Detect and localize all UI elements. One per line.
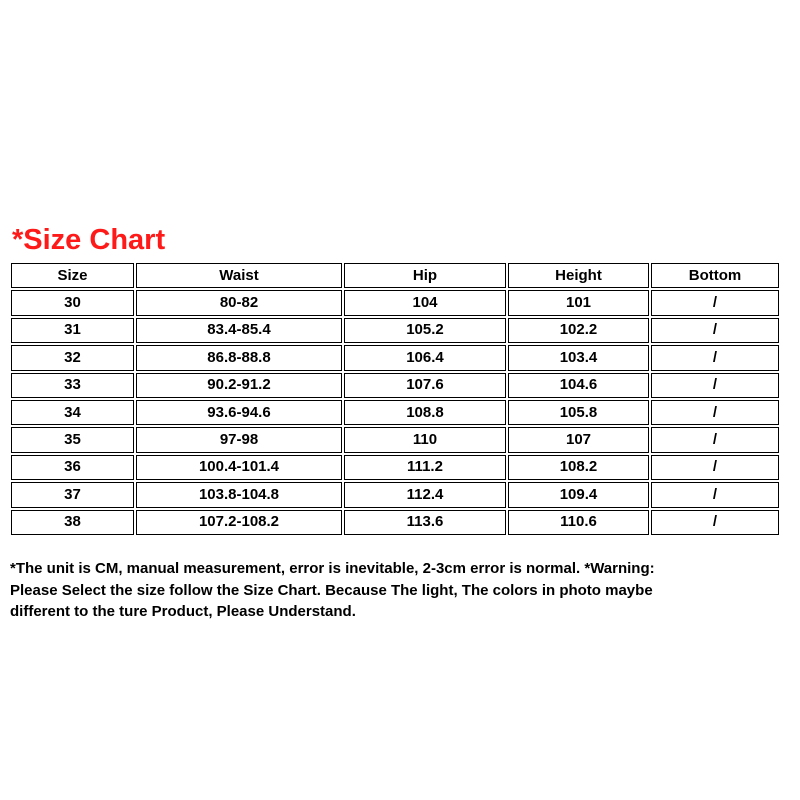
table-row — [11, 290, 779, 315]
cell-height: 107 — [508, 427, 649, 452]
cell-waist: 97-98 — [136, 427, 342, 452]
cell-hip: 108.8 — [344, 400, 506, 425]
cell-hip: 105.2 — [344, 318, 506, 343]
cell-bottom: / — [651, 510, 779, 535]
cell-hip: 112.4 — [344, 482, 506, 507]
header-size: Size — [11, 263, 134, 288]
table-row — [11, 318, 779, 343]
note-line-3: different to the ture Product, Please Understand. — [10, 603, 356, 620]
cell-hip: 106.4 — [344, 345, 506, 370]
cell-size: 31 — [11, 318, 134, 343]
cell-size: 30 — [11, 290, 134, 315]
cell-bottom: / — [651, 373, 779, 398]
cell-waist: 86.8-88.8 — [136, 345, 342, 370]
cell-waist: 103.8-104.8 — [136, 482, 342, 507]
cell-bottom: / — [651, 290, 779, 315]
cell-bottom: / — [651, 345, 779, 370]
cell-size: 38 — [11, 510, 134, 535]
cell-height: 102.2 — [508, 318, 649, 343]
cell-waist: 80-82 — [136, 290, 342, 315]
table-row — [11, 373, 779, 398]
cell-hip: 113.6 — [344, 510, 506, 535]
cell-waist: 107.2-108.2 — [136, 510, 342, 535]
cell-size: 37 — [11, 482, 134, 507]
size-chart-table — [9, 261, 781, 537]
cell-size: 36 — [11, 455, 134, 480]
table-row — [11, 455, 779, 480]
table-row — [11, 510, 779, 535]
note-line-1: *The unit is CM, manual measurement, error is inevitable, 2-3cm error is normal. *Warning: — [10, 560, 655, 577]
cell-size: 35 — [11, 427, 134, 452]
table-row — [11, 482, 779, 507]
page-title: *Size Chart — [12, 224, 166, 256]
cell-hip: 107.6 — [344, 373, 506, 398]
cell-height: 108.2 — [508, 455, 649, 480]
cell-bottom: / — [651, 400, 779, 425]
cell-waist: 90.2-91.2 — [136, 373, 342, 398]
cell-size: 33 — [11, 373, 134, 398]
cell-height: 105.8 — [508, 400, 649, 425]
header-waist: Waist — [136, 263, 342, 288]
measurement-note — [10, 558, 790, 623]
cell-hip: 110 — [344, 427, 506, 452]
cell-hip: 111.2 — [344, 455, 506, 480]
cell-waist: 100.4-101.4 — [136, 455, 342, 480]
header-height: Height — [508, 263, 649, 288]
cell-size: 32 — [11, 345, 134, 370]
cell-height: 101 — [508, 290, 649, 315]
cell-waist: 83.4-85.4 — [136, 318, 342, 343]
cell-bottom: / — [651, 427, 779, 452]
header-bottom: Bottom — [651, 263, 779, 288]
cell-waist: 93.6-94.6 — [136, 400, 342, 425]
cell-height: 103.4 — [508, 345, 649, 370]
cell-height: 109.4 — [508, 482, 649, 507]
cell-bottom: / — [651, 318, 779, 343]
table-row — [11, 345, 779, 370]
cell-size: 34 — [11, 400, 134, 425]
cell-bottom: / — [651, 482, 779, 507]
table-header-row — [11, 263, 779, 288]
cell-bottom: / — [651, 455, 779, 480]
cell-hip: 104 — [344, 290, 506, 315]
header-hip: Hip — [344, 263, 506, 288]
cell-height: 104.6 — [508, 373, 649, 398]
table-row — [11, 427, 779, 452]
table-row — [11, 400, 779, 425]
cell-height: 110.6 — [508, 510, 649, 535]
note-line-2: Please Select the size follow the Size Chart. Because The light, The colors in photo maybe — [10, 581, 653, 599]
